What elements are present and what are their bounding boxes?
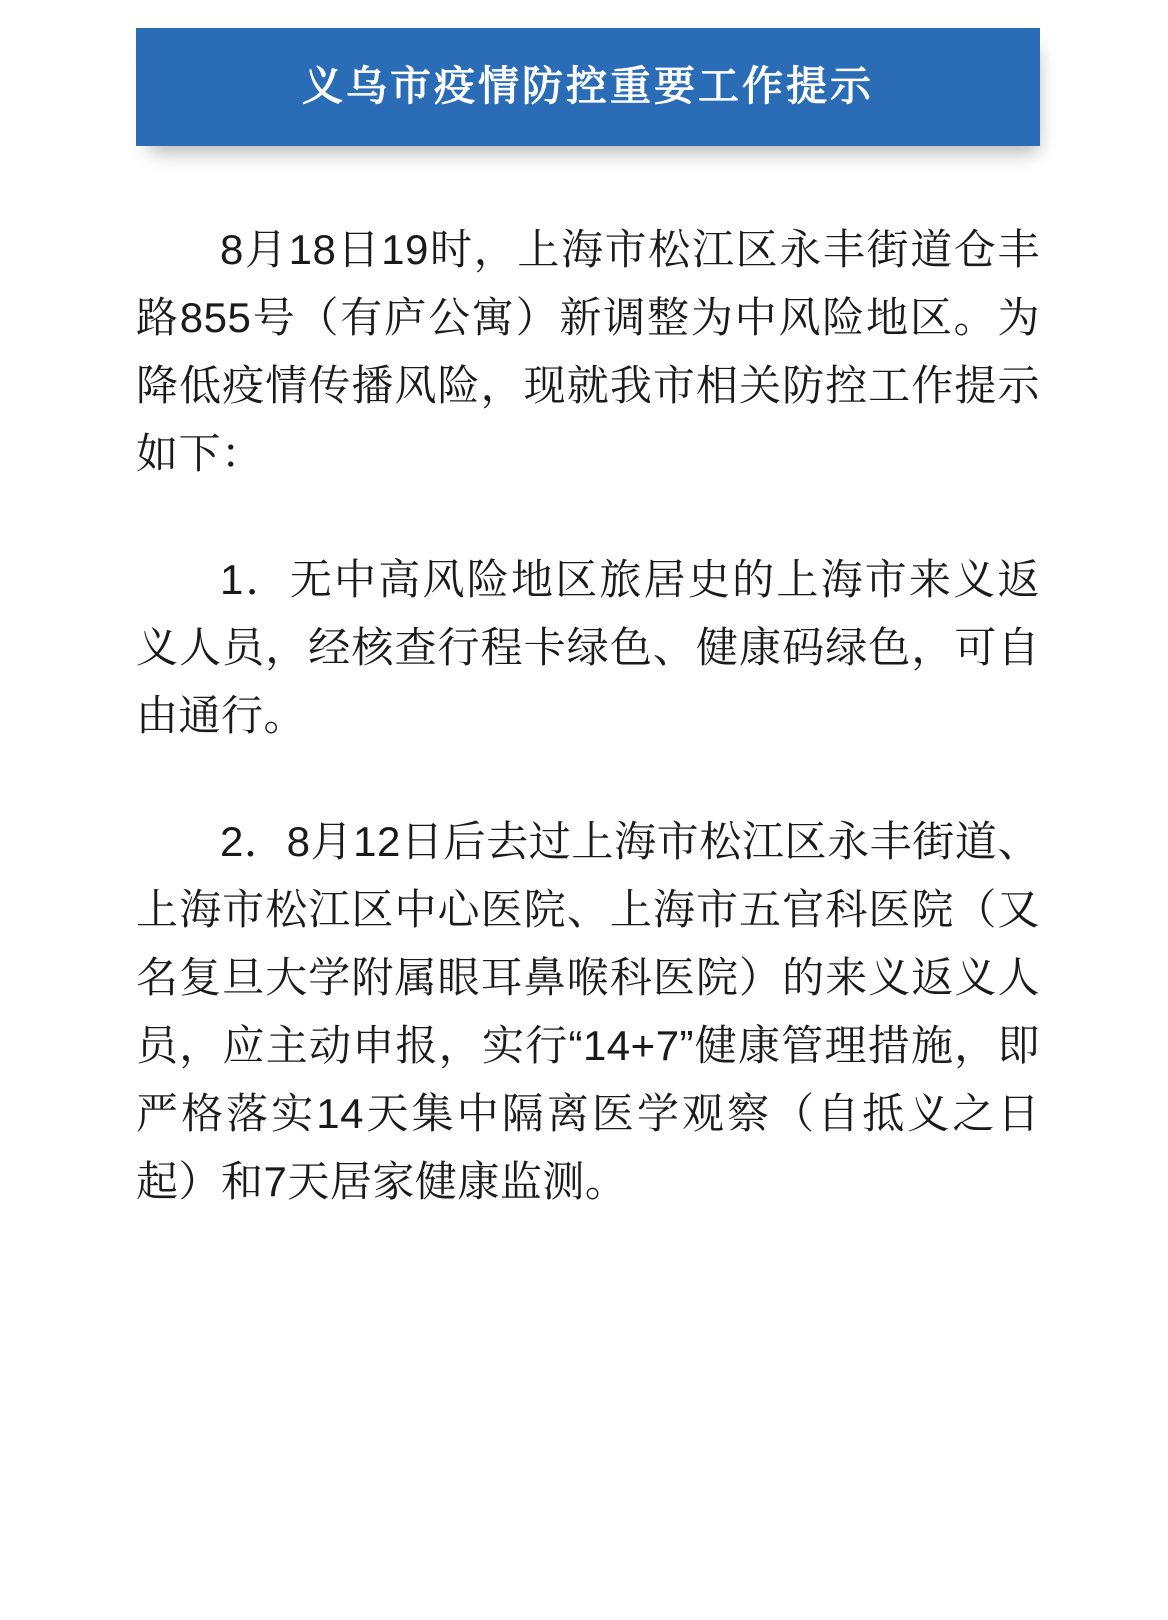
banner-container [0,0,1168,146]
paragraph-item-1: 1．无中高风险地区旅居史的上海市来义返义人员，经核查行程卡绿色、健康码绿色，可自由通行。 [136,556,1040,740]
paragraph-intro: 8月18日19时，上海市松江区永丰街道仓丰路855号（有庐公寓）新调整为中风险地区。为降低疫情传播风险，现就我市相关防控工作提示如下： [136,226,1040,478]
document-title-banner [136,28,1040,146]
paragraph-item-2: 2．8月12日后去过上海市松江区永丰街道、上海市松江区中心医院、上海市五官科医院（又名复旦大学附属眼耳鼻喉科医院）的来义返义人员，应主动申报，实行“14+7”健康管理措施，即严格落实14天集中隔离医学观察（自抵义之日起）和7天居家健康监测。 [136,818,1040,1206]
page-title: 义乌市疫情防控重要工作提示 [302,63,874,110]
document-body [0,216,1168,1216]
